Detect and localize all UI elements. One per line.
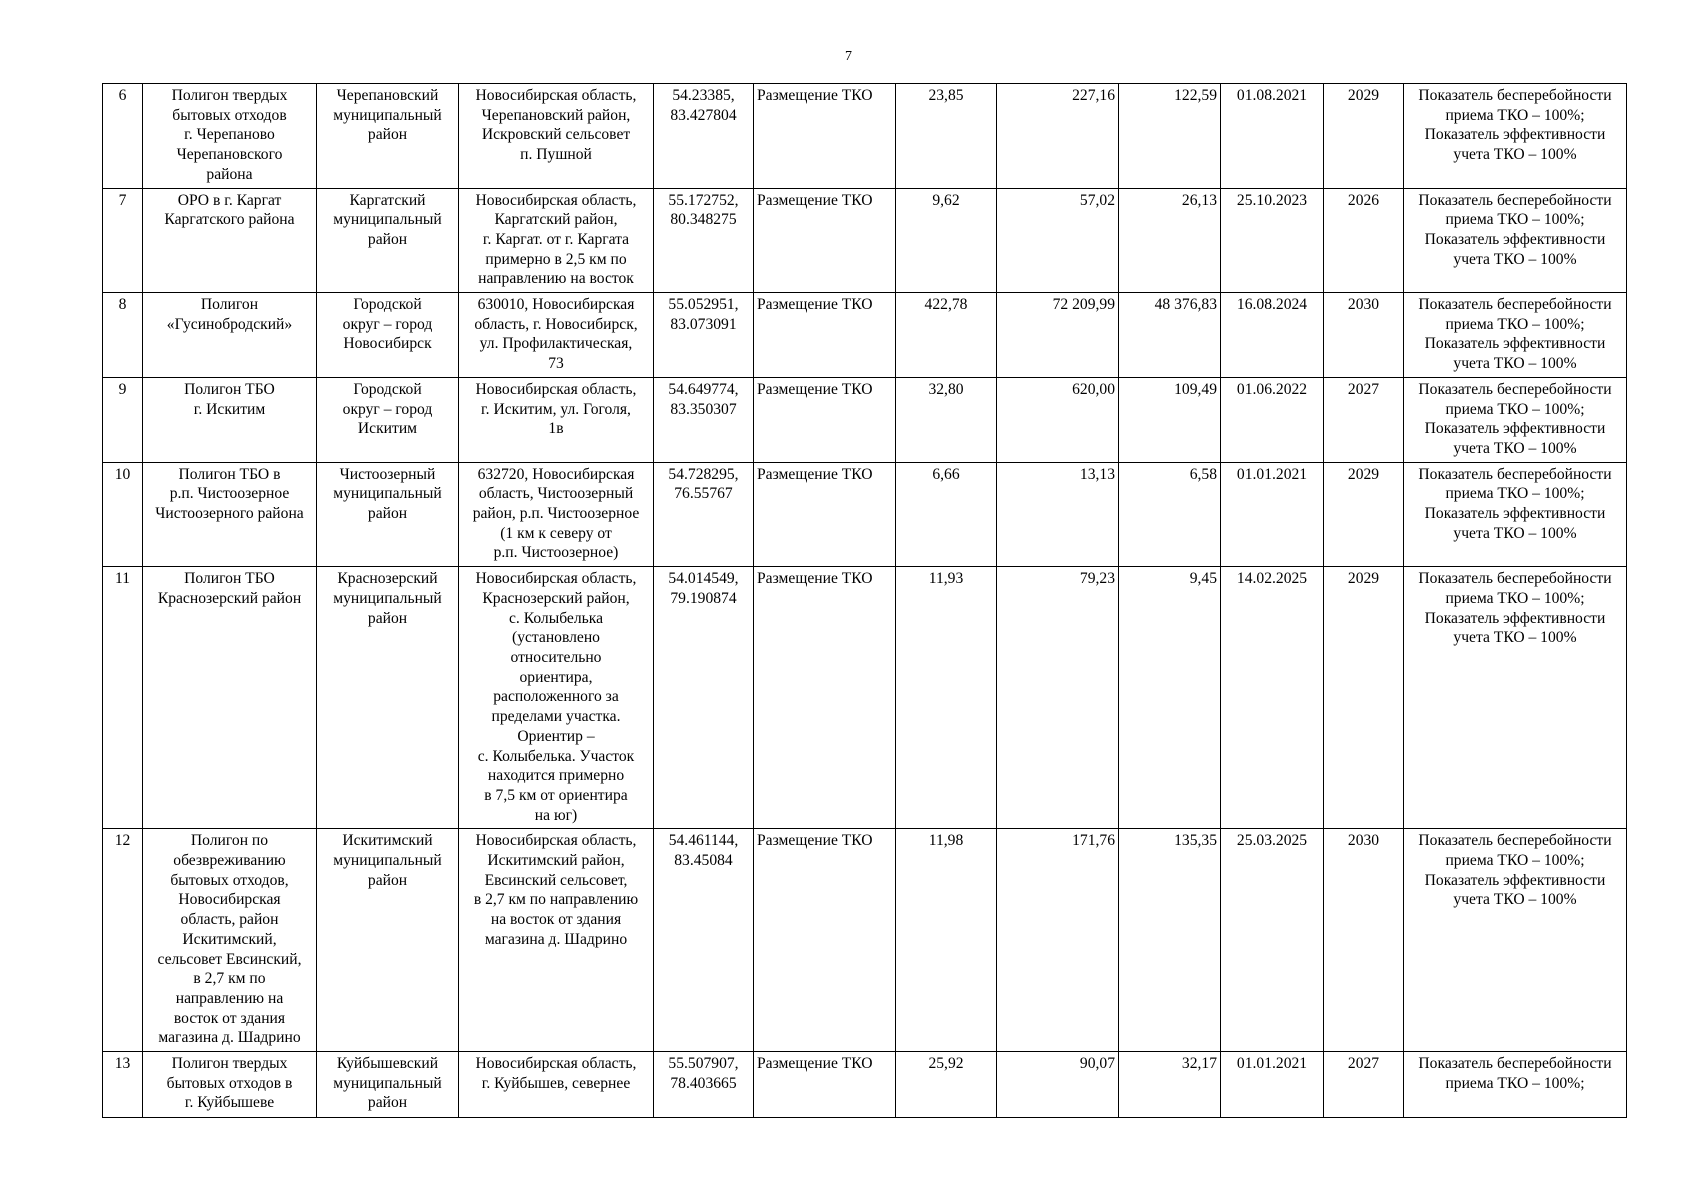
value-3: 26,13 (1119, 188, 1221, 293)
row-number: 9 (103, 377, 143, 462)
purpose: Размещение ТКО (754, 567, 896, 829)
municipality: Городской округ – город Искитим (317, 377, 459, 462)
coordinates: 54.649774, 83.350307 (654, 377, 754, 462)
table-row (103, 377, 1627, 462)
row-number: 8 (103, 293, 143, 378)
purpose: Размещение ТКО (754, 829, 896, 1052)
value-1: 32,80 (896, 377, 997, 462)
municipality: Краснозерский муниципальный район (317, 567, 459, 829)
indicators: Показатель бесперебойности приема ТКО – 100%; (1404, 1052, 1627, 1118)
table-row (103, 188, 1627, 293)
address: 630010, Новосибирская область, г. Новосибирск, ул. Профилактическая, 73 (459, 293, 654, 378)
value-1: 11,93 (896, 567, 997, 829)
value-2: 620,00 (997, 377, 1119, 462)
row-number: 10 (103, 462, 143, 567)
page-number: 7 (845, 49, 852, 64)
value-2: 171,76 (997, 829, 1119, 1052)
facility-name: Полигон ТБО в р.п. Чистоозерное Чистоозерного района (143, 462, 317, 567)
date: 01.01.2021 (1221, 1052, 1324, 1118)
value-3: 135,35 (1119, 829, 1221, 1052)
row-number: 12 (103, 829, 143, 1052)
value-3: 32,17 (1119, 1052, 1221, 1118)
address: Новосибирская область, г. Куйбышев, севернее (459, 1052, 654, 1118)
value-1: 25,92 (896, 1052, 997, 1118)
facility-name: Полигон твердых бытовых отходов в г. Куйбышеве (143, 1052, 317, 1118)
value-1: 6,66 (896, 462, 997, 567)
coordinates: 55.507907, 78.403665 (654, 1052, 754, 1118)
date: 25.10.2023 (1221, 188, 1324, 293)
value-3: 122,59 (1119, 84, 1221, 189)
date: 01.01.2021 (1221, 462, 1324, 567)
value-3: 48 376,83 (1119, 293, 1221, 378)
municipality: Городской округ – город Новосибирск (317, 293, 459, 378)
municipality: Каргатский муниципальный район (317, 188, 459, 293)
year: 2029 (1324, 84, 1404, 189)
year: 2030 (1324, 293, 1404, 378)
coordinates: 54.014549, 79.190874 (654, 567, 754, 829)
table-row (103, 84, 1627, 189)
address: Новосибирская область, Каргатский район, г. Каргат. от г. Каргата примерно в 2,5 км по направлению на восток (459, 188, 654, 293)
row-number: 6 (103, 84, 143, 189)
value-2: 227,16 (997, 84, 1119, 189)
table-row (103, 829, 1627, 1052)
value-2: 57,02 (997, 188, 1119, 293)
coordinates: 54.23385, 83.427804 (654, 84, 754, 189)
date: 16.08.2024 (1221, 293, 1324, 378)
address: Новосибирская область, г. Искитим, ул. Гоголя, 1в (459, 377, 654, 462)
indicators: Показатель бесперебойности приема ТКО – 100%; Показатель эффективности учета ТКО – 100% (1404, 462, 1627, 567)
table-row (103, 1052, 1627, 1118)
value-1: 422,78 (896, 293, 997, 378)
indicators: Показатель бесперебойности приема ТКО – 100%; Показатель эффективности учета ТКО – 100% (1404, 293, 1627, 378)
value-2: 13,13 (997, 462, 1119, 567)
date: 25.03.2025 (1221, 829, 1324, 1052)
value-3: 109,49 (1119, 377, 1221, 462)
facility-name: Полигон ТБО Краснозерский район (143, 567, 317, 829)
value-1: 11,98 (896, 829, 997, 1052)
row-number: 7 (103, 188, 143, 293)
year: 2030 (1324, 829, 1404, 1052)
value-1: 9,62 (896, 188, 997, 293)
value-1: 23,85 (896, 84, 997, 189)
year: 2026 (1324, 188, 1404, 293)
purpose: Размещение ТКО (754, 377, 896, 462)
table-row (103, 293, 1627, 378)
address: Новосибирская область, Черепановский район, Искровский сельсовет п. Пушной (459, 84, 654, 189)
purpose: Размещение ТКО (754, 1052, 896, 1118)
coordinates: 55.052951, 83.073091 (654, 293, 754, 378)
address: Новосибирская область, Краснозерский район, с. Колыбелька (установлено относительно ориентира, расположенного за пределами участка. Ориентир – с. Колыбелька. Участок находится примерно в 7,5 км от ориентира на юг) (459, 567, 654, 829)
value-2: 90,07 (997, 1052, 1119, 1118)
municipality: Черепановский муниципальный район (317, 84, 459, 189)
waste-facilities-table (102, 83, 1627, 1118)
indicators: Показатель бесперебойности приема ТКО – 100%; Показатель эффективности учета ТКО – 100% (1404, 829, 1627, 1052)
year: 2029 (1324, 462, 1404, 567)
address: 632720, Новосибирская область, Чистоозерный район, р.п. Чистоозерное (1 км к северу от р.п. Чистоозерное) (459, 462, 654, 567)
date: 01.08.2021 (1221, 84, 1324, 189)
date: 01.06.2022 (1221, 377, 1324, 462)
facility-name: Полигон «Гусинобродский» (143, 293, 317, 378)
facility-name: Полигон по обезвреживанию бытовых отходов, Новосибирская область, район Искитимский, сельсовет Евсинский, в 2,7 км по направлению на восток от здания магазина д. Шадрино (143, 829, 317, 1052)
table-row (103, 462, 1627, 567)
purpose: Размещение ТКО (754, 462, 896, 567)
coordinates: 54.728295, 76.55767 (654, 462, 754, 567)
year: 2027 (1324, 1052, 1404, 1118)
coordinates: 54.461144, 83.45084 (654, 829, 754, 1052)
municipality: Куйбышевский муниципальный район (317, 1052, 459, 1118)
indicators: Показатель бесперебойности приема ТКО – 100%; Показатель эффективности учета ТКО – 100% (1404, 188, 1627, 293)
purpose: Размещение ТКО (754, 188, 896, 293)
address: Новосибирская область, Искитимский район, Евсинский сельсовет, в 2,7 км по направлению на восток от здания магазина д. Шадрино (459, 829, 654, 1052)
facility-name: ОРО в г. Каргат Каргатского района (143, 188, 317, 293)
indicators: Показатель бесперебойности приема ТКО – 100%; Показатель эффективности учета ТКО – 100% (1404, 377, 1627, 462)
municipality: Чистоозерный муниципальный район (317, 462, 459, 567)
table-row (103, 567, 1627, 829)
year: 2027 (1324, 377, 1404, 462)
value-2: 79,23 (997, 567, 1119, 829)
value-3: 9,45 (1119, 567, 1221, 829)
value-3: 6,58 (1119, 462, 1221, 567)
year: 2029 (1324, 567, 1404, 829)
municipality: Искитимский муниципальный район (317, 829, 459, 1052)
row-number: 13 (103, 1052, 143, 1118)
indicators: Показатель бесперебойности приема ТКО – 100%; Показатель эффективности учета ТКО – 100% (1404, 84, 1627, 189)
indicators: Показатель бесперебойности приема ТКО – 100%; Показатель эффективности учета ТКО – 100% (1404, 567, 1627, 829)
facility-name: Полигон ТБО г. Искитим (143, 377, 317, 462)
purpose: Размещение ТКО (754, 84, 896, 189)
row-number: 11 (103, 567, 143, 829)
purpose: Размещение ТКО (754, 293, 896, 378)
coordinates: 55.172752, 80.348275 (654, 188, 754, 293)
facility-name: Полигон твердых бытовых отходов г. Черепаново Черепановского района (143, 84, 317, 189)
date: 14.02.2025 (1221, 567, 1324, 829)
value-2: 72 209,99 (997, 293, 1119, 378)
